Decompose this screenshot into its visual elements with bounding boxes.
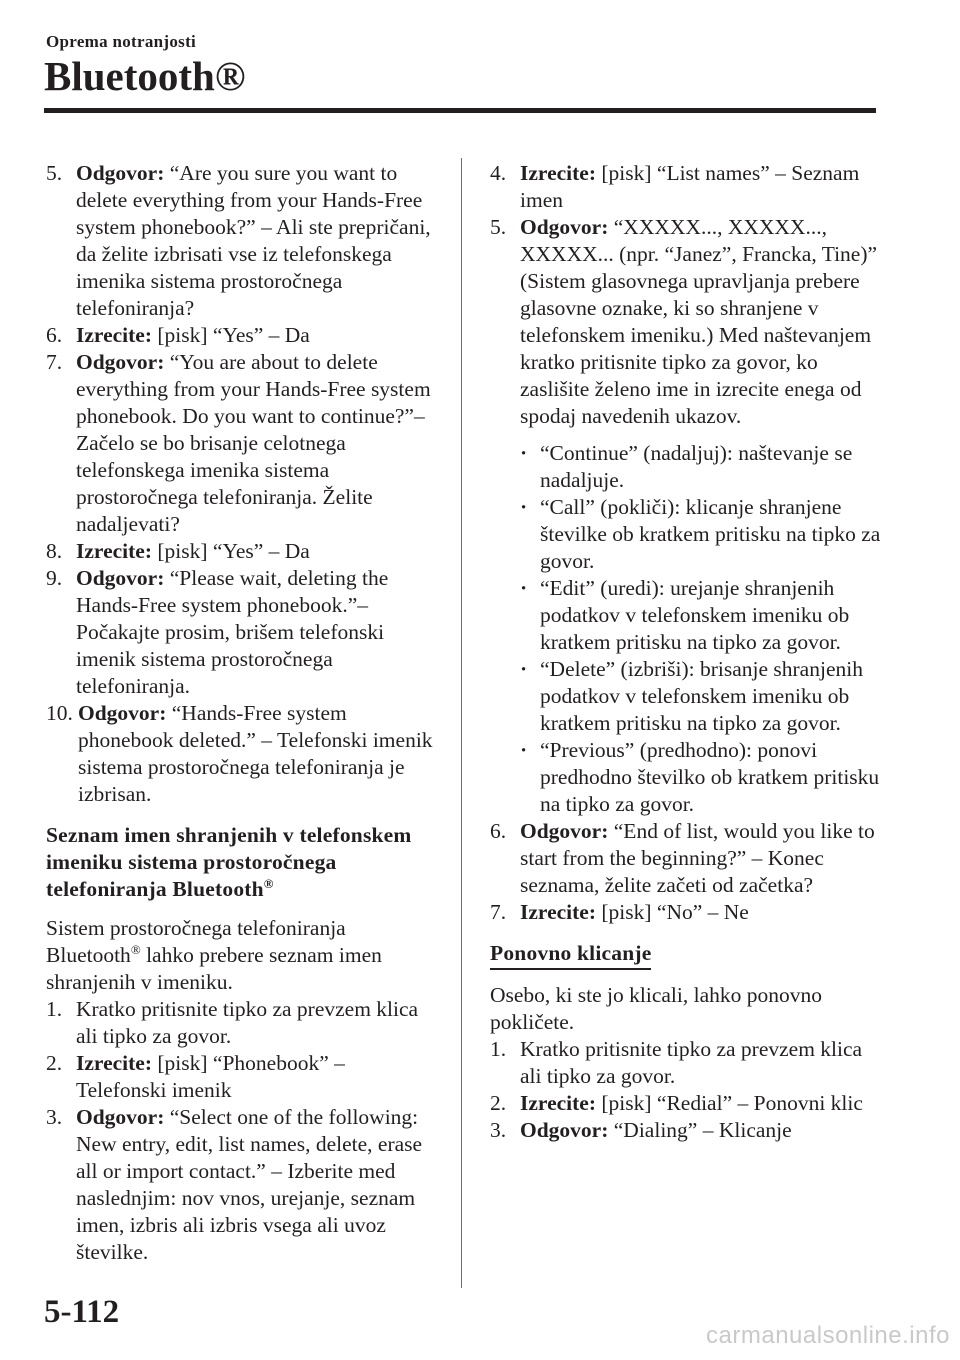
step-number: 7.	[46, 350, 63, 374]
bullet-text: “Delete” (izbriši): brisanje shranjenih podatkov v telefonskem imeniku ob kratkem pritisku na tipko za govor.	[540, 657, 863, 735]
list-item	[490, 160, 882, 214]
list-item	[490, 575, 882, 656]
step-label: Odgovor:	[76, 1105, 165, 1129]
step-number: 5.	[46, 161, 63, 185]
step-label: Odgovor:	[76, 161, 165, 185]
list-item	[490, 656, 882, 737]
list-item	[46, 538, 440, 565]
step-list	[490, 160, 882, 430]
step-text: Kratko pritisnite tipko za prevzem klica ali tipko za govor.	[520, 1037, 863, 1088]
bullet-dot-icon: ·	[520, 441, 528, 465]
step-text: [pisk] “Yes” – Da	[152, 539, 310, 563]
step-text: [pisk] “Redial” – Ponovni klic	[596, 1091, 863, 1115]
intro-paragraph: Osebo, ki ste jo klicali, lahko ponovno pokličete.	[490, 983, 823, 1034]
list-item	[46, 996, 440, 1050]
list-item	[46, 700, 440, 808]
bullet-dot-icon: ·	[520, 738, 528, 762]
bullet-dot-icon: ·	[520, 576, 528, 600]
step-label: Izrecite:	[520, 161, 596, 185]
step-number: 2.	[490, 1091, 507, 1115]
step-text: [pisk] “Yes” – Da	[152, 323, 310, 347]
step-list	[46, 160, 440, 808]
bullet-text: “Call” (pokliči): klicanje shranjene številke ob kratkem pritisku na tipko za govor.	[540, 495, 881, 573]
section-heading: Seznam imen shranjenih v telefonskem imeniku sistema prostoročnega telefoniranja Bluetooth®	[46, 823, 412, 901]
step-label: Izrecite:	[76, 323, 152, 347]
bullet-text: “Previous” (predhodno): ponovi predhodno številko ob kratkem pritisku na tipko za govor.	[540, 738, 880, 816]
step-number: 6.	[490, 819, 507, 843]
list-item	[490, 494, 882, 575]
step-text: “End of list, would you like to start from the beginning?” – Konec seznama, želite začeti od začetka?	[520, 819, 875, 897]
list-item	[490, 440, 882, 494]
bullet-dot-icon: ·	[520, 657, 528, 681]
list-item	[490, 214, 882, 430]
list-item	[46, 160, 440, 322]
step-label: Odgovor:	[520, 1118, 609, 1142]
step-list	[46, 996, 440, 1266]
step-label: Izrecite:	[76, 1051, 152, 1075]
step-text: “You are about to delete everything from your Hands-Free system phonebook. Do you want to continue?”– Začelo se bo brisanje celotnega telefonskega imenika sistema prostoročnega telefoniranja. Želite nadaljevati?	[76, 350, 431, 536]
step-text: “Are you sure you want to delete everything from your Hands-Free system phonebook?” – Ali ste prepričani, da želite izbrisati vse iz telefonskega imenika sistema prostoročnega telefoniranja?	[76, 161, 431, 320]
step-text: [pisk] “List names” – Seznam imen	[520, 161, 860, 212]
step-number: 7.	[490, 900, 507, 924]
title-rule	[44, 108, 876, 113]
step-text: “Please wait, deleting the Hands-Free system phonebook.”– Počakajte prosim, brišem telefonski imenik sistema prostoročnega telefoniranja.	[76, 566, 389, 698]
step-number: 3.	[46, 1105, 63, 1129]
step-list	[490, 1036, 882, 1144]
right-column	[490, 160, 882, 1144]
step-text: “Hands-Free system phonebook deleted.” – Telefonski imenik sistema prostoročnega telefoniranja je izbrisan.	[78, 701, 433, 806]
list-item	[490, 1090, 882, 1117]
bullet-text: “Edit” (uredi): urejanje shranjenih podatkov v telefonskem imeniku ob kratkem pritisku na tipko za govor.	[540, 576, 850, 654]
step-text: Kratko pritisnite tipko za prevzem klica ali tipko za govor.	[76, 997, 419, 1048]
list-item	[46, 349, 440, 538]
list-item	[490, 1036, 882, 1090]
list-item	[46, 322, 440, 349]
step-number: 9.	[46, 566, 63, 590]
step-number: 5.	[490, 215, 507, 239]
step-list	[490, 818, 882, 926]
section-label: Oprema notranjosti	[46, 32, 197, 51]
bullet-text: “Continue” (nadaljuj): naštevanje se nadaljuje.	[540, 441, 853, 492]
page-number: 5-112	[44, 1294, 120, 1330]
list-item	[490, 818, 882, 899]
bullet-dot-icon: ·	[520, 495, 528, 519]
step-label: Izrecite:	[520, 900, 596, 924]
list-item	[46, 1104, 440, 1266]
list-item	[46, 565, 440, 700]
step-number: 10.	[46, 701, 73, 725]
step-number: 2.	[46, 1051, 63, 1075]
step-number: 4.	[490, 161, 507, 185]
step-label: Izrecite:	[520, 1091, 596, 1115]
step-label: Odgovor:	[520, 819, 609, 843]
step-text: [pisk] “No” – Ne	[596, 900, 749, 924]
step-label: Izrecite:	[76, 539, 152, 563]
list-item	[490, 1117, 882, 1144]
list-item	[490, 737, 882, 818]
step-label: Odgovor:	[76, 566, 165, 590]
left-column	[46, 160, 440, 1266]
step-label: Odgovor:	[520, 215, 609, 239]
step-text: “Select one of the following: New entry, edit, list names, delete, erase all or import contact.” – Izberite med naslednjim: nov vnos, urejanje, seznam imen, izbris ali izbris vsega ali uvoz številke.	[76, 1105, 423, 1264]
command-bullet-list	[490, 440, 882, 818]
step-number: 6.	[46, 323, 63, 347]
step-text: “Dialing” – Klicanje	[608, 1118, 792, 1142]
page-title: Bluetooth®	[44, 53, 246, 99]
list-item	[46, 1050, 440, 1104]
step-label: Odgovor:	[78, 701, 167, 725]
intro-paragraph: Sistem prostoročnega telefoniranja Bluetooth® lahko prebere seznam imen shranjenih v imeniku.	[46, 916, 382, 994]
step-text: “XXXXX..., XXXXX..., XXXXX... (npr. “Janez”, Francka, Tine)” (Sistem glasovnega upravljanja prebere glasovne oznake, ki so shranjene v telefonskem imeniku.) Med naštevanjem kratko pritisnite tipko za govor, ko zaslišite želeno ime in izrecite enega od spodaj navedenih ukazov.	[520, 215, 878, 428]
watermark: carmanualsonline.info	[706, 1322, 950, 1349]
step-number: 1.	[46, 997, 63, 1021]
step-number: 8.	[46, 539, 63, 563]
step-text: [pisk] “Phonebook” – Telefonski imenik	[76, 1051, 345, 1102]
subheading: Ponovno klicanje	[490, 940, 651, 970]
list-item	[490, 899, 882, 926]
step-number: 1.	[490, 1037, 507, 1061]
step-number: 3.	[490, 1118, 507, 1142]
column-divider	[461, 158, 462, 1288]
step-label: Odgovor:	[76, 350, 165, 374]
